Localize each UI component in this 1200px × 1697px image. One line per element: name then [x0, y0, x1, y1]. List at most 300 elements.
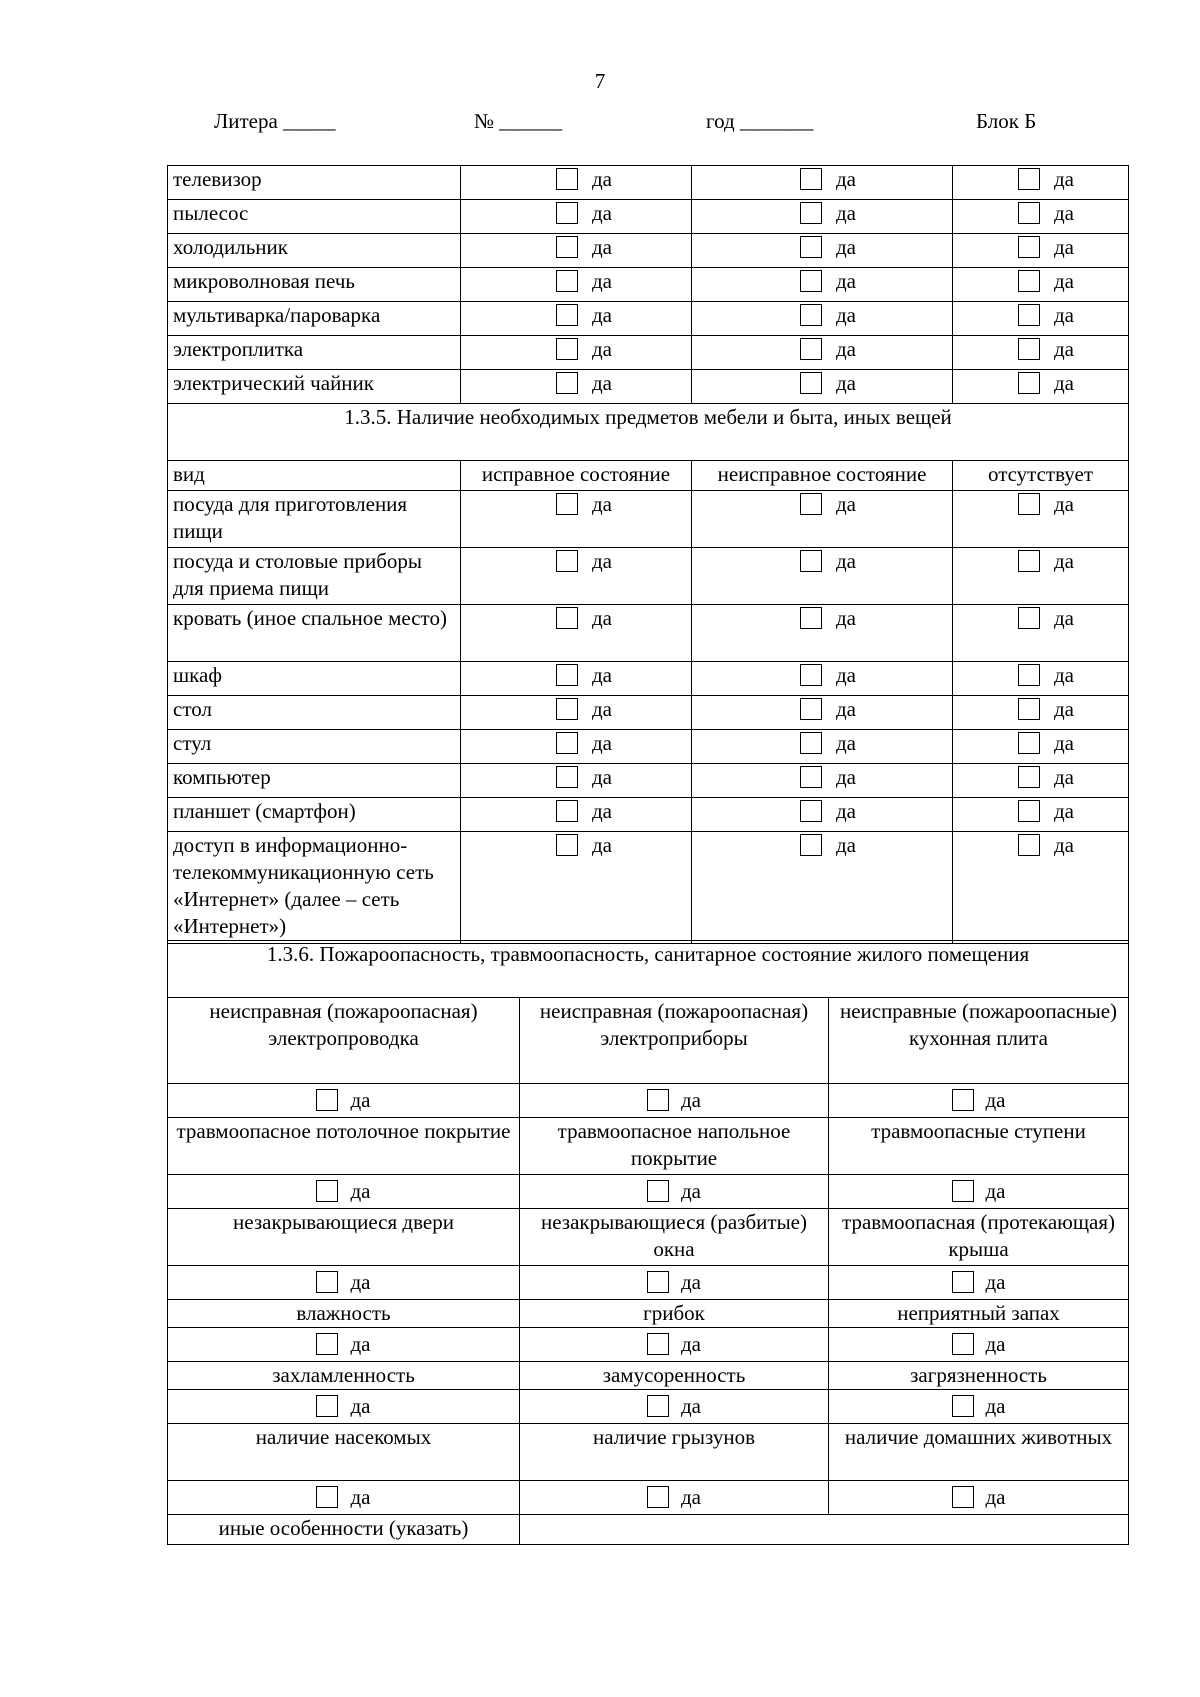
table-row — [168, 764, 1129, 798]
checkbox-cell — [953, 605, 1129, 662]
checkbox-cell — [520, 1481, 829, 1515]
checkbox-cell — [168, 1328, 520, 1362]
checkbox-option — [800, 662, 856, 689]
checkbox[interactable] — [1018, 372, 1040, 394]
checkbox[interactable] — [316, 1089, 338, 1111]
checkbox[interactable] — [800, 168, 822, 190]
hazard-label: влажность — [168, 1300, 520, 1328]
checkbox-label: да — [836, 337, 857, 361]
checkbox-option — [800, 200, 856, 227]
hazard-label: травмоопасное напольное покрытие — [520, 1118, 829, 1175]
checkbox-option — [316, 1178, 370, 1205]
checkbox-option — [556, 234, 612, 261]
checkbox[interactable] — [316, 1395, 338, 1417]
checkbox-label: да — [680, 1088, 701, 1112]
checkbox[interactable] — [556, 664, 578, 686]
checkbox[interactable] — [1018, 664, 1040, 686]
checkbox-option — [800, 166, 856, 193]
hazard-label: незакрывающиеся (разбитые) окна — [520, 1209, 829, 1266]
checkbox-label: да — [592, 337, 613, 361]
checkbox-cell — [692, 234, 953, 268]
checkbox[interactable] — [1018, 202, 1040, 224]
checkbox-label: да — [350, 1088, 371, 1112]
checkbox[interactable] — [800, 338, 822, 360]
checkbox-label: да — [680, 1270, 701, 1294]
table-row — [168, 336, 1129, 370]
checkbox-cell — [829, 1390, 1129, 1424]
section-title-row — [168, 404, 1129, 461]
other-features-row — [168, 1515, 1129, 1545]
checkbox-label: да — [1054, 606, 1075, 630]
checkbox-label: да — [350, 1485, 371, 1509]
hazard-label: загрязненность — [829, 1362, 1129, 1390]
checkbox-cell — [692, 798, 953, 832]
checkbox-cell — [168, 1084, 520, 1118]
checkbox-label: да — [592, 167, 613, 191]
checkbox[interactable] — [556, 236, 578, 258]
section-title-row — [168, 941, 1129, 998]
section-title: 1.3.6. Пожароопасность, травмоопасность, санитарное состояние жилого помещения — [168, 941, 1129, 998]
checkbox-label: да — [836, 201, 857, 225]
hazard-label: неприятный запах — [829, 1300, 1129, 1328]
checkbox[interactable] — [800, 664, 822, 686]
checkbox-row — [168, 1266, 1129, 1300]
checkbox[interactable] — [556, 834, 578, 856]
item-label: электроплитка — [168, 336, 461, 370]
page-number: 7 — [594, 69, 606, 93]
checkbox-cell — [692, 832, 953, 944]
checkbox-label: да — [836, 731, 857, 755]
checkbox[interactable] — [800, 766, 822, 788]
hazard-label: наличие грызунов — [520, 1424, 829, 1481]
checkbox-label: да — [592, 799, 613, 823]
checkbox[interactable] — [556, 607, 578, 629]
item-label: кровать (иное спальное место) — [168, 605, 461, 662]
checkbox-option — [800, 370, 856, 397]
checkbox-option — [556, 370, 612, 397]
checkbox[interactable] — [556, 550, 578, 572]
checkbox[interactable] — [800, 304, 822, 326]
checkbox-option — [1018, 166, 1074, 193]
checkbox-label: да — [1054, 337, 1075, 361]
checkbox-cell — [461, 832, 692, 944]
checkbox[interactable] — [952, 1395, 974, 1417]
checkbox-cell — [953, 662, 1129, 696]
checkbox-option — [647, 1269, 701, 1296]
table-row — [168, 548, 1129, 605]
checkbox-label: да — [592, 269, 613, 293]
checkbox-cell — [829, 1481, 1129, 1515]
checkbox-option — [800, 234, 856, 261]
checkbox-label: да — [985, 1270, 1006, 1294]
checkbox[interactable] — [647, 1271, 669, 1293]
checkbox-label: да — [836, 371, 857, 395]
table-row — [168, 302, 1129, 336]
checkbox-cell — [829, 1328, 1129, 1362]
checkbox-option — [800, 832, 856, 859]
checkbox[interactable] — [800, 732, 822, 754]
checkbox[interactable] — [1018, 270, 1040, 292]
checkbox-cell — [461, 336, 692, 370]
checkbox-option — [1018, 662, 1074, 689]
table-row — [168, 662, 1129, 696]
checkbox-label: да — [350, 1394, 371, 1418]
checkbox-option — [952, 1484, 1006, 1511]
hazard-label: наличие насекомых — [168, 1424, 520, 1481]
checkbox-cell — [953, 200, 1129, 234]
checkbox-option — [1018, 832, 1074, 859]
checkbox[interactable] — [1018, 236, 1040, 258]
hazard-label: наличие домашних животных — [829, 1424, 1129, 1481]
checkbox[interactable] — [556, 493, 578, 515]
checkbox[interactable] — [1018, 698, 1040, 720]
hazard-label: травмоопасная (протекающая) крыша — [829, 1209, 1129, 1266]
checkbox-cell — [692, 302, 953, 336]
checkbox-option — [556, 605, 612, 632]
hazard-label-row — [168, 1362, 1129, 1390]
checkbox-label: да — [1054, 201, 1075, 225]
hazard-label: травмоопасное потолочное покрытие — [168, 1118, 520, 1175]
checkbox-cell — [461, 302, 692, 336]
other-features-label: иные особенности (указать) — [168, 1515, 520, 1545]
checkbox-label: да — [1054, 303, 1075, 327]
checkbox-cell — [461, 548, 692, 605]
checkbox[interactable] — [556, 202, 578, 224]
column-header: исправное состояние — [461, 461, 692, 491]
checkbox-option — [1018, 302, 1074, 329]
item-label: посуда и столовые приборы для приема пищи — [168, 548, 461, 605]
checkbox-label: да — [836, 549, 857, 573]
checkbox-cell — [829, 1175, 1129, 1209]
section-title: 1.3.5. Наличие необходимых предметов мебели и быта, иных вещей — [168, 404, 1129, 461]
checkbox-cell — [168, 1266, 520, 1300]
checkbox-cell — [461, 200, 692, 234]
checkbox-cell — [953, 166, 1129, 200]
checkbox[interactable] — [800, 493, 822, 515]
checkbox[interactable] — [1018, 732, 1040, 754]
checkbox-option — [316, 1269, 370, 1296]
item-label: планшет (смартфон) — [168, 798, 461, 832]
column-header: неисправное состояние — [692, 461, 953, 491]
checkbox-cell — [461, 605, 692, 662]
hazard-label: неисправные (пожароопасные) кухонная плита — [829, 998, 1129, 1084]
litera-field[interactable]: Литера _____ — [214, 109, 336, 133]
hazard-label: грибок — [520, 1300, 829, 1328]
checkbox-option — [316, 1331, 370, 1358]
checkbox-label: да — [836, 492, 857, 516]
item-label: телевизор — [168, 166, 461, 200]
checkbox[interactable] — [316, 1180, 338, 1202]
checkbox[interactable] — [647, 1333, 669, 1355]
checkbox[interactable] — [647, 1486, 669, 1508]
checkbox-cell — [461, 491, 692, 548]
checkbox-label: да — [985, 1088, 1006, 1112]
checkbox-cell — [461, 268, 692, 302]
checkbox-label: да — [592, 833, 613, 857]
checkbox-cell — [953, 696, 1129, 730]
checkbox-option — [556, 832, 612, 859]
checkbox-label: да — [836, 606, 857, 630]
item-label: пылесос — [168, 200, 461, 234]
checkbox-label: да — [836, 765, 857, 789]
table-row — [168, 200, 1129, 234]
checkbox-option — [556, 302, 612, 329]
checkbox-cell — [953, 336, 1129, 370]
checkbox[interactable] — [1018, 550, 1040, 572]
table-row — [168, 696, 1129, 730]
checkbox-option — [556, 662, 612, 689]
block-label: Блок Б — [976, 109, 1037, 133]
checkbox-cell — [829, 1266, 1129, 1300]
checkbox-label: да — [1054, 731, 1075, 755]
checkbox[interactable] — [1018, 168, 1040, 190]
checkbox-option — [1018, 730, 1074, 757]
checkbox-label: да — [592, 663, 613, 687]
checkbox-cell — [461, 696, 692, 730]
checkbox-option — [800, 798, 856, 825]
checkbox[interactable] — [556, 732, 578, 754]
hazard-label: травмоопасные ступени — [829, 1118, 1129, 1175]
checkbox-option — [556, 696, 612, 723]
checkbox-label: да — [592, 492, 613, 516]
checkbox-label: да — [592, 765, 613, 789]
checkbox-cell — [692, 605, 953, 662]
checkbox-cell — [692, 166, 953, 200]
checkbox[interactable] — [647, 1089, 669, 1111]
checkbox-option — [556, 491, 612, 518]
checkbox-label: да — [592, 731, 613, 755]
checkbox-label: да — [680, 1179, 701, 1203]
checkbox-option — [1018, 268, 1074, 295]
checkbox-label: да — [836, 167, 857, 191]
other-features-input[interactable] — [520, 1515, 1129, 1545]
checkbox-cell — [953, 268, 1129, 302]
checkbox-cell — [692, 491, 953, 548]
checkbox-cell — [461, 798, 692, 832]
appliances-furniture-table — [167, 165, 1129, 944]
checkbox[interactable] — [800, 270, 822, 292]
safety-sanitary-table — [167, 940, 1129, 1545]
checkbox[interactable] — [316, 1271, 338, 1293]
checkbox-row — [168, 1390, 1129, 1424]
checkbox-label: да — [1054, 663, 1075, 687]
checkbox-label: да — [592, 549, 613, 573]
checkbox[interactable] — [800, 834, 822, 856]
checkbox-option — [800, 491, 856, 518]
checkbox-cell — [168, 1481, 520, 1515]
item-label: микроволновая печь — [168, 268, 461, 302]
checkbox-label: да — [836, 235, 857, 259]
checkbox-label: да — [680, 1485, 701, 1509]
checkbox-cell — [953, 832, 1129, 944]
checkbox-label: да — [592, 697, 613, 721]
checkbox-label: да — [1054, 235, 1075, 259]
checkbox-label: да — [836, 663, 857, 687]
item-label: электрический чайник — [168, 370, 461, 404]
checkbox-cell — [461, 234, 692, 268]
table-row — [168, 798, 1129, 832]
column-header-row — [168, 461, 1129, 491]
checkbox[interactable] — [556, 168, 578, 190]
checkbox-option — [647, 1484, 701, 1511]
checkbox-cell — [692, 696, 953, 730]
table-row — [168, 730, 1129, 764]
item-label: холодильник — [168, 234, 461, 268]
checkbox-option — [800, 268, 856, 295]
checkbox[interactable] — [800, 800, 822, 822]
checkbox-option — [316, 1087, 370, 1114]
checkbox-cell — [953, 730, 1129, 764]
checkbox[interactable] — [556, 304, 578, 326]
checkbox-cell — [953, 234, 1129, 268]
checkbox[interactable] — [1018, 834, 1040, 856]
item-label: мультиварка/пароварка — [168, 302, 461, 336]
checkbox-option — [800, 605, 856, 632]
checkbox[interactable] — [800, 202, 822, 224]
checkbox[interactable] — [800, 372, 822, 394]
checkbox-cell — [520, 1390, 829, 1424]
hazard-label-row — [168, 1300, 1129, 1328]
item-label: стул — [168, 730, 461, 764]
item-label: посуда для приготовления пищи — [168, 491, 461, 548]
item-label: шкаф — [168, 662, 461, 696]
checkbox[interactable] — [1018, 800, 1040, 822]
checkbox-cell — [692, 370, 953, 404]
checkbox-label: да — [592, 201, 613, 225]
checkbox[interactable] — [556, 800, 578, 822]
checkbox-option — [1018, 234, 1074, 261]
checkbox[interactable] — [952, 1180, 974, 1202]
checkbox-label: да — [592, 303, 613, 327]
checkbox-cell — [953, 370, 1129, 404]
form-header — [0, 108, 1200, 138]
checkbox-option — [556, 764, 612, 791]
checkbox-label: да — [1054, 549, 1075, 573]
checkbox[interactable] — [1018, 607, 1040, 629]
checkbox-label: да — [836, 269, 857, 293]
checkbox[interactable] — [556, 270, 578, 292]
checkbox-option — [316, 1484, 370, 1511]
checkbox[interactable] — [556, 698, 578, 720]
checkbox-option — [800, 302, 856, 329]
checkbox-cell — [692, 548, 953, 605]
checkbox-option — [556, 166, 612, 193]
checkbox-cell — [168, 1175, 520, 1209]
checkbox[interactable] — [952, 1333, 974, 1355]
checkbox-cell — [520, 1328, 829, 1362]
checkbox[interactable] — [556, 372, 578, 394]
checkbox-label: да — [836, 303, 857, 327]
checkbox-option — [800, 548, 856, 575]
checkbox-option — [952, 1178, 1006, 1205]
checkbox-label: да — [836, 697, 857, 721]
checkbox[interactable] — [952, 1089, 974, 1111]
table-row — [168, 491, 1129, 548]
checkbox-label: да — [680, 1332, 701, 1356]
checkbox-label: да — [350, 1332, 371, 1356]
checkbox-label: да — [1054, 799, 1075, 823]
hazard-label-row — [168, 1118, 1129, 1175]
checkbox-cell — [461, 370, 692, 404]
checkbox[interactable] — [952, 1486, 974, 1508]
table-row — [168, 832, 1129, 944]
checkbox-label: да — [836, 799, 857, 823]
table-row — [168, 268, 1129, 302]
checkbox[interactable] — [556, 766, 578, 788]
checkbox-option — [800, 336, 856, 363]
checkbox-option — [1018, 370, 1074, 397]
checkbox-cell — [520, 1084, 829, 1118]
hazard-label: захламленность — [168, 1362, 520, 1390]
checkbox[interactable] — [316, 1486, 338, 1508]
checkbox-cell — [168, 1390, 520, 1424]
checkbox-cell — [692, 730, 953, 764]
checkbox-option — [647, 1178, 701, 1205]
checkbox[interactable] — [647, 1180, 669, 1202]
checkbox[interactable] — [952, 1271, 974, 1293]
checkbox-cell — [692, 336, 953, 370]
checkbox-label: да — [985, 1394, 1006, 1418]
table-row — [168, 234, 1129, 268]
checkbox[interactable] — [800, 698, 822, 720]
checkbox-option — [952, 1087, 1006, 1114]
checkbox-cell — [461, 730, 692, 764]
checkbox-row — [168, 1175, 1129, 1209]
number-field[interactable]: № ______ — [474, 109, 563, 133]
hazard-label-row — [168, 998, 1129, 1084]
hazard-label-row — [168, 1209, 1129, 1266]
checkbox-row — [168, 1481, 1129, 1515]
table-row — [168, 370, 1129, 404]
checkbox-label: да — [350, 1179, 371, 1203]
checkbox-option — [1018, 200, 1074, 227]
checkbox[interactable] — [800, 236, 822, 258]
checkbox[interactable] — [316, 1333, 338, 1355]
checkbox[interactable] — [800, 607, 822, 629]
checkbox[interactable] — [1018, 493, 1040, 515]
checkbox-label: да — [1054, 492, 1075, 516]
checkbox-option — [647, 1331, 701, 1358]
checkbox[interactable] — [1018, 338, 1040, 360]
checkbox-option — [1018, 764, 1074, 791]
hazard-label: замусоренность — [520, 1362, 829, 1390]
checkbox-row — [168, 1328, 1129, 1362]
checkbox-label: да — [1054, 371, 1075, 395]
table-row — [168, 605, 1129, 662]
checkbox-row — [168, 1084, 1129, 1118]
checkbox[interactable] — [1018, 304, 1040, 326]
checkbox[interactable] — [556, 338, 578, 360]
checkbox-option — [1018, 605, 1074, 632]
checkbox-option — [952, 1269, 1006, 1296]
checkbox-option — [1018, 491, 1074, 518]
checkbox-cell — [953, 764, 1129, 798]
checkbox-label: да — [985, 1485, 1006, 1509]
year-field[interactable]: год _______ — [706, 109, 814, 133]
checkbox-cell — [520, 1175, 829, 1209]
table-row — [168, 166, 1129, 200]
checkbox-label: да — [836, 833, 857, 857]
checkbox-option — [556, 548, 612, 575]
checkbox-cell — [461, 764, 692, 798]
checkbox[interactable] — [647, 1395, 669, 1417]
checkbox-label: да — [985, 1332, 1006, 1356]
checkbox[interactable] — [1018, 766, 1040, 788]
checkbox-option — [952, 1393, 1006, 1420]
checkbox[interactable] — [800, 550, 822, 572]
checkbox-cell — [953, 491, 1129, 548]
checkbox-label: да — [1054, 765, 1075, 789]
